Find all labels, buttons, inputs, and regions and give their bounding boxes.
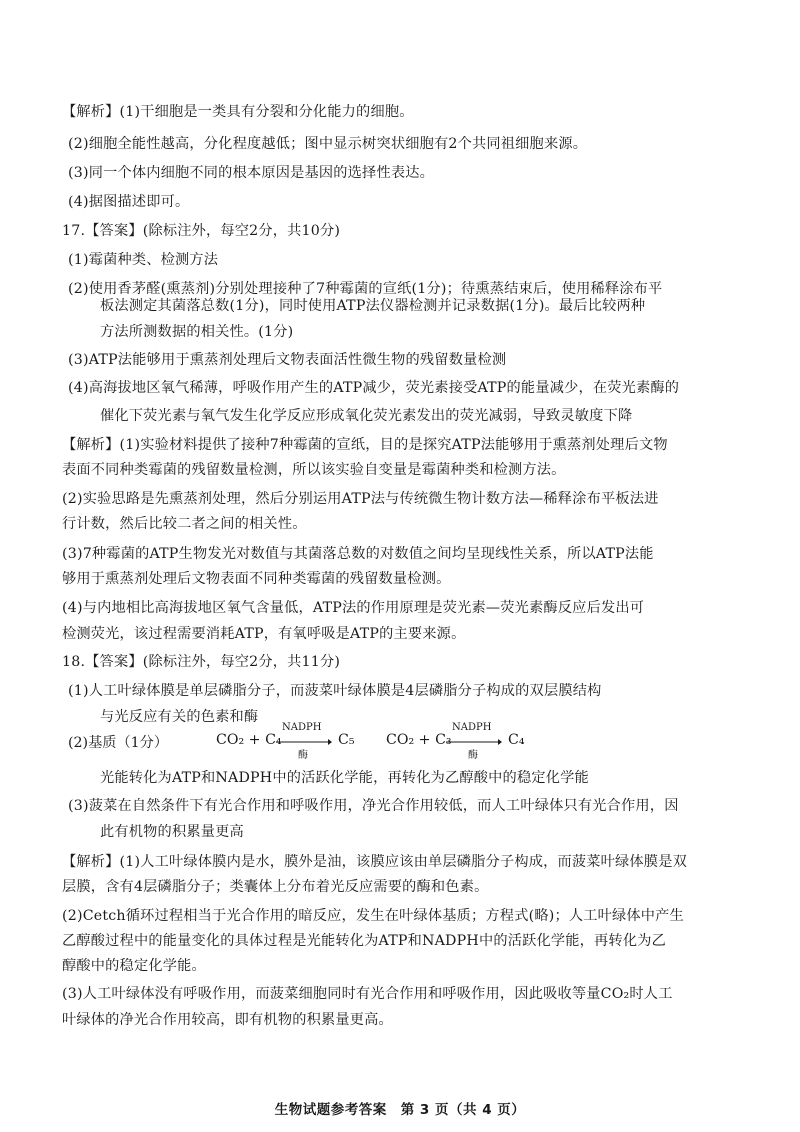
text-line: 叶绿体的净光合作用较高，即有机物的积累量更高。 xyxy=(62,1012,393,1028)
equation-prefix: (2)基质（1分） xyxy=(68,735,169,751)
text-line: (2)细胞全能性越高，分化程度越低；图中显示树突状细胞有2个共同祖细胞来源。 xyxy=(68,136,588,152)
arrow-label-bottom: 酶 xyxy=(298,750,308,761)
equation-2-right: C₄ xyxy=(508,732,525,748)
text-line: 方法所测数据的相关性。(1分) xyxy=(100,324,294,340)
text-line: 【解析】(1)实验材料提供了接种7种霉菌的宣纸，目的是探究ATP法能够用于熏蒸剂处理后文物 xyxy=(62,437,668,453)
text-line: (3)7种霉菌的ATP生物发光对数值与其菌落总数的对数值之间均呈现线性关系，所以ATP法能 xyxy=(62,546,654,562)
text-line: 光能转化为ATP和NADPH中的活跃化学能，再转化为乙醇酸中的稳定化学能 xyxy=(100,770,589,786)
question-18-header: 18.【答案】(除标注外，每空2分，共11分) xyxy=(62,654,341,670)
equation-1-left: CO₂ + C₄ xyxy=(216,732,282,748)
text-line: 醇酸中的稳定化学能。 xyxy=(62,958,206,974)
text-line: 表面不同种类霉菌的残留数量检测，所以该实验自变量是霉菌种类和检测方法。 xyxy=(62,462,566,478)
text-line: 催化下荧光素与氧气发生化学反应形成氧化荧光素发出的荧光减弱，导致灵敏度下降 xyxy=(100,408,633,424)
text-line: 够用于熏蒸剂处理后文物表面不同种类霉菌的残留数量检测。 xyxy=(62,571,451,587)
equation-2-left: CO₂ + C₃ xyxy=(386,732,452,748)
text-line: 层膜，含有4层磷脂分子；类囊体上分布着光反应需要的酶和色素。 xyxy=(62,879,489,895)
question-17-header: 17.【答案】(除标注外，每空2分，共10分) xyxy=(62,223,341,239)
text-line: (3)菠菜在自然条件下有光合作用和呼吸作用，净光合作用较低，而人工叶绿体只有光合作用，因 xyxy=(68,798,679,814)
text-line: (4)据图描述即可。 xyxy=(68,194,190,210)
text-line: (3)同一个体内细胞不同的根本原因是基因的选择性表达。 xyxy=(68,165,434,181)
text-line: (4)高海拔地区氧气稀薄，呼吸作用产生的ATP减少，荧光素接受ATP的能量减少，在荧光素酶的 xyxy=(68,380,680,396)
text-line: 乙醇酸过程中的能量变化的具体过程是光能转化为ATP和NADPH中的活跃化学能，再转化为乙 xyxy=(62,933,666,949)
text-line: (3)ATP法能够用于熏蒸剂处理后文物表面活性微生物的残留数量检测 xyxy=(68,352,507,368)
text-line: (1)霉菌种类、检测方法 xyxy=(68,252,219,268)
text-line: (4)与内地相比高海拔地区氧气含量低，ATP法的作用原理是荧光素—荧光素酶反应后发出可 xyxy=(62,600,645,616)
equation-1-right: C₅ xyxy=(338,732,355,748)
text-line: 【解析】(1)干细胞是一类具有分裂和分化能力的细胞。 xyxy=(62,104,414,120)
text-line: 【解析】(1)人工叶绿体膜内是水，膜外是油，该膜应该由单层磷脂分子构成，而菠菜叶绿体膜是双 xyxy=(62,854,687,870)
text-line: 此有机物的积累量更高 xyxy=(100,824,244,840)
arrow-label-top: NADPH xyxy=(452,722,492,733)
page-footer: 生物试题参考答案 第 3 页（共 4 页） xyxy=(274,1102,526,1118)
arrow-label-bottom: 酶 xyxy=(468,750,478,761)
text-line: (2)Cetch循环过程相当于光合作用的暗反应，发生在叶绿体基质；方程式(略)；人工叶绿体中产生 xyxy=(62,908,684,924)
text-line: (1)人工叶绿体膜是单层磷脂分子，而菠菜叶绿体膜是4层磷脂分子构成的双层膜结构 xyxy=(68,683,602,699)
text-line: 检测荧光，该过程需要消耗ATP，有氧呼吸是ATP的主要来源。 xyxy=(62,626,466,642)
text-line: 板法测定其菌落总数(1分)，同时使用ATP法仪器检测并记录数据(1分)。最后比较两种 xyxy=(100,298,646,314)
arrow-label-top: NADPH xyxy=(282,722,322,733)
text-line: 与光反应有关的色素和酶 xyxy=(100,709,259,725)
text-line: (2)使用香茅醛(熏蒸剂)分别处理接种了7种霉菌的宣纸(1分)；待熏蒸结束后，使用稀释涂布平 xyxy=(68,281,663,297)
text-line: (2)实验思路是先熏蒸剂处理，然后分别运用ATP法与传统微生物计数方法—稀释涂布平板法进 xyxy=(62,491,659,507)
text-line: 行计数，然后比较二者之间的相关性。 xyxy=(62,516,307,532)
text-line: (3)人工叶绿体没有呼吸作用，而菠菜细胞同时有光合作用和呼吸作用，因此吸收等量CO₂时人工 xyxy=(62,986,673,1002)
